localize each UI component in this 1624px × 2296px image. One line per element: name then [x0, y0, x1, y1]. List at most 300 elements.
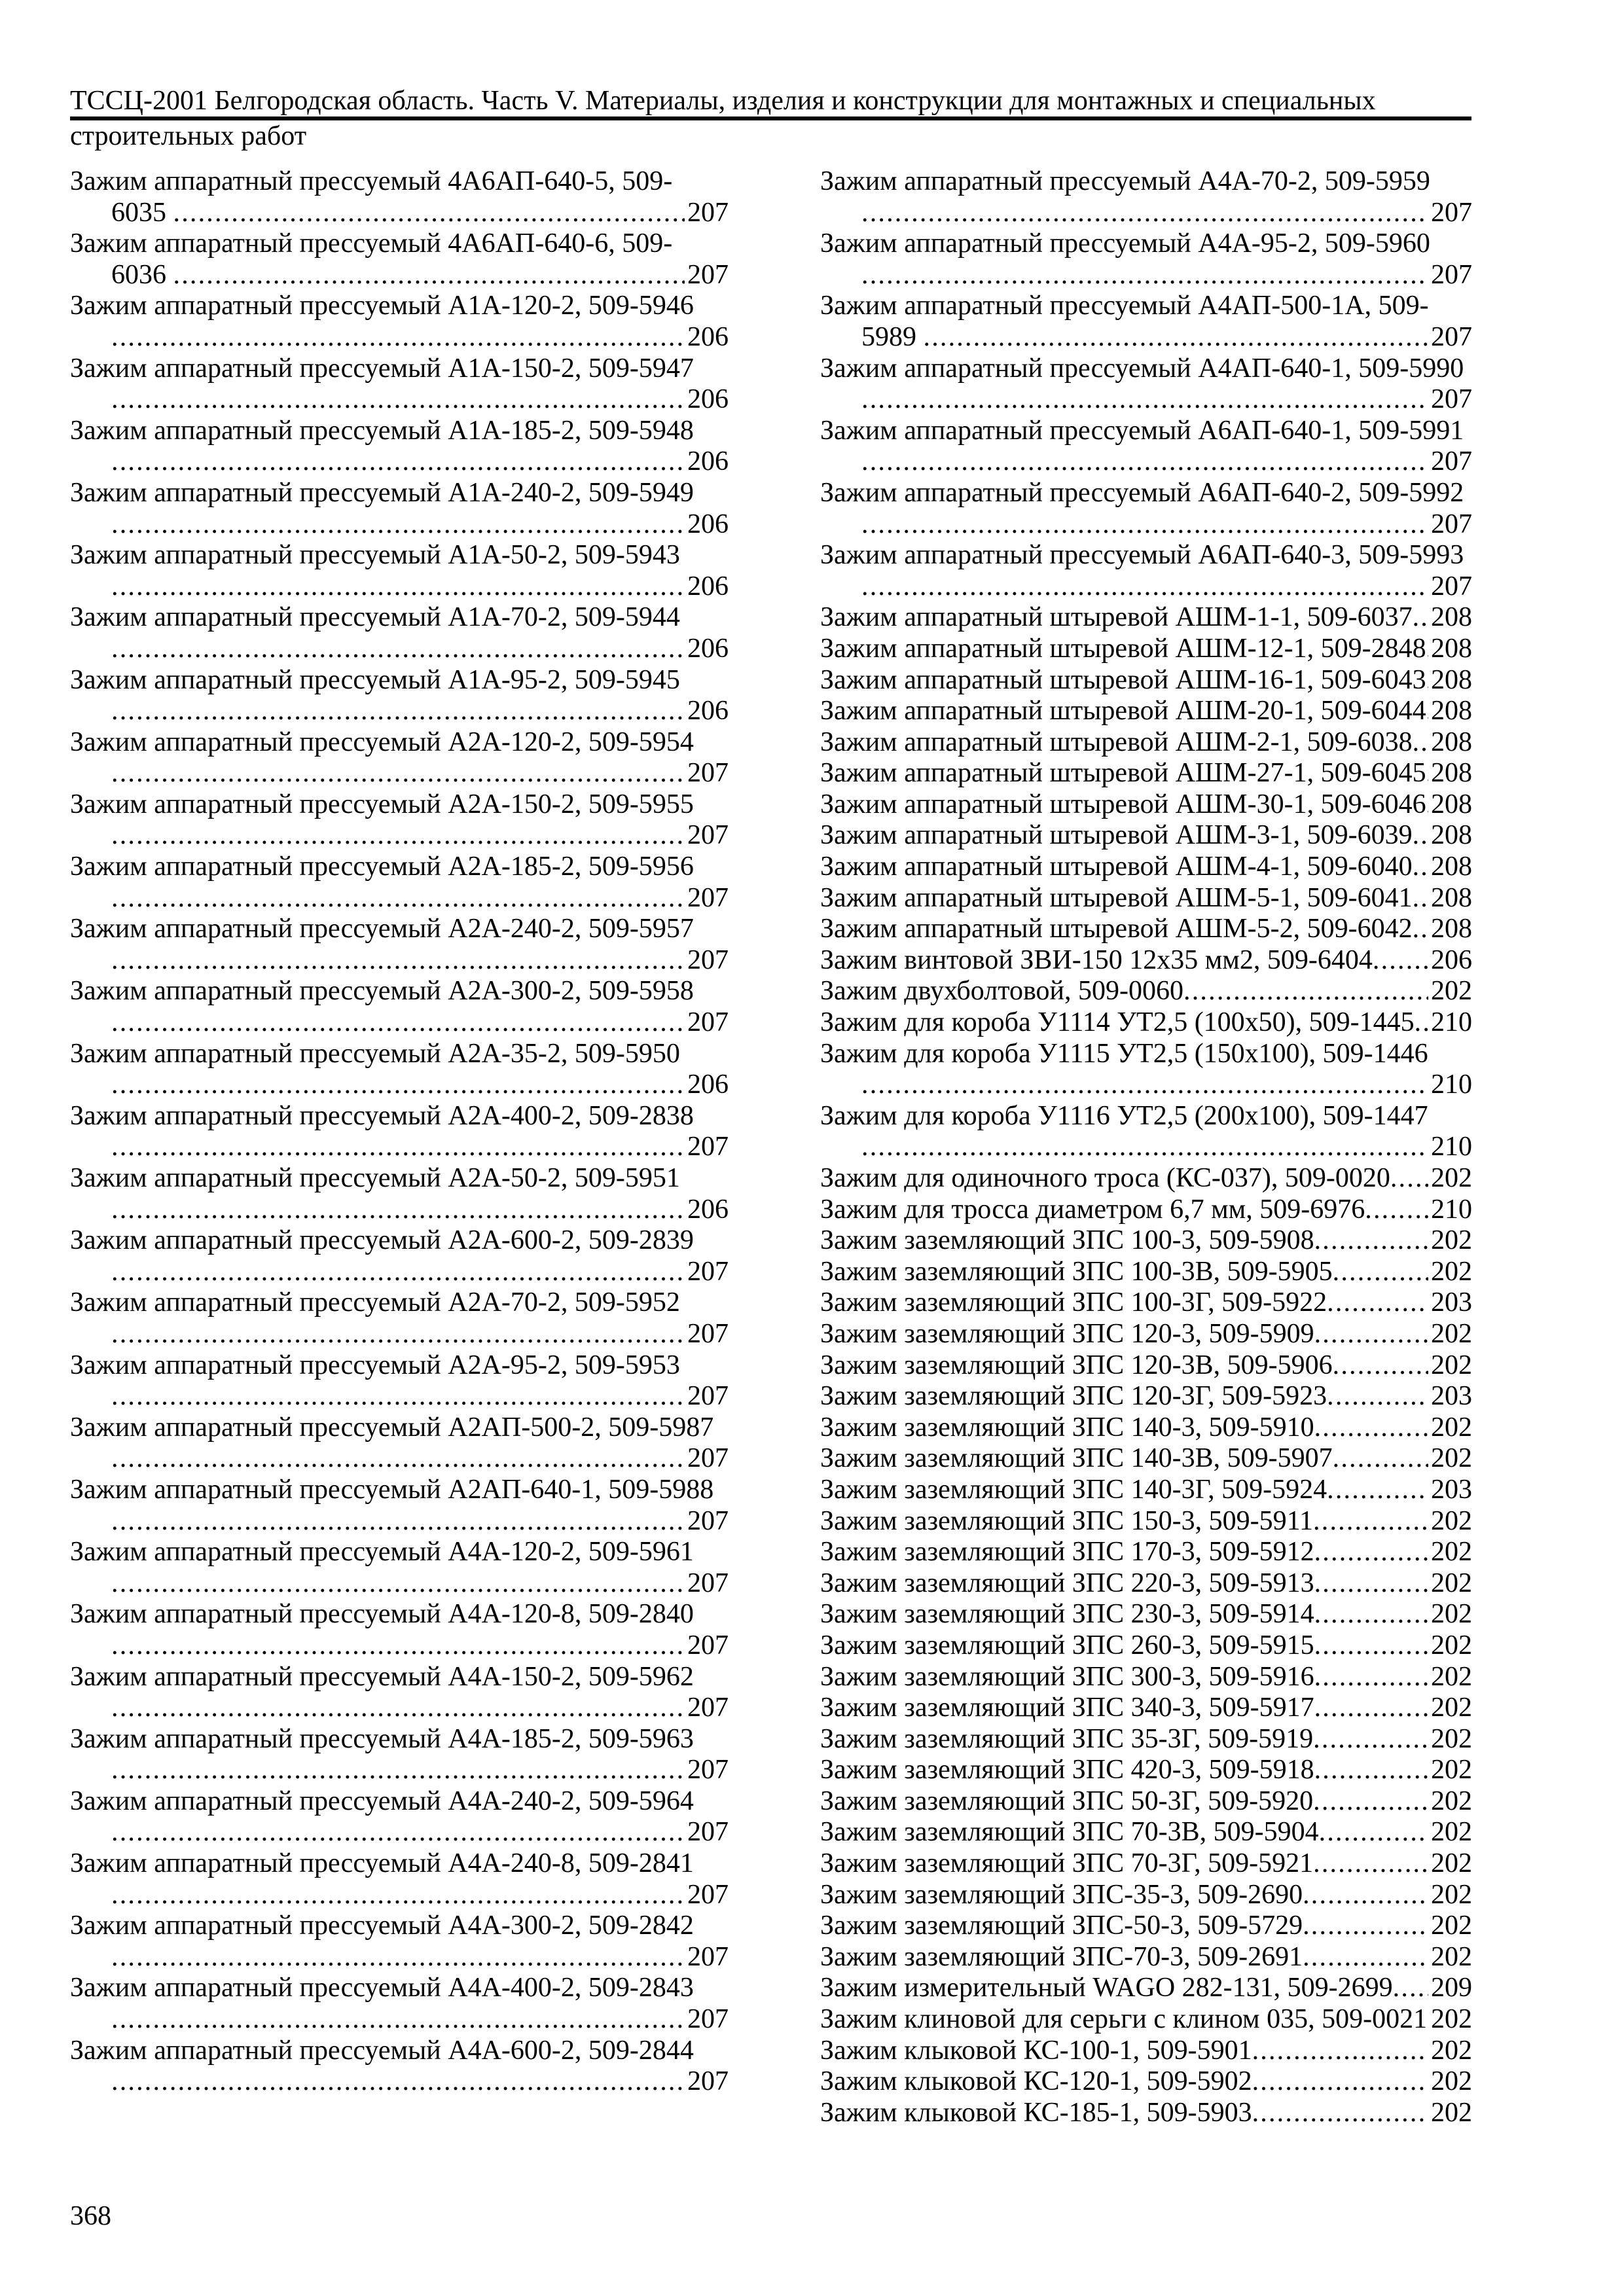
toc-entry-line [820, 1724, 1472, 1755]
toc-page-number: 202 [1431, 1879, 1472, 1910]
toc-entry [820, 1039, 1472, 1101]
toc-page-number: 202 [1431, 1225, 1472, 1256]
toc-page-number: 207 [687, 1630, 729, 1660]
toc-entry [820, 1630, 1472, 1662]
toc-entry-text: Зажим аппаратный прессуемый А2АП-640-1, 509-5988 [70, 1474, 714, 1505]
toc-entry [70, 353, 729, 416]
toc-entry-continuation-line [820, 1069, 1472, 1101]
toc-entry-line [820, 1225, 1472, 1257]
toc-entry [820, 478, 1472, 540]
toc-entry-text: Зажим аппаратный прессуемый А4А-400-2, 509-2843 [70, 1973, 694, 2003]
toc-entry-text: Зажим аппаратный прессуемый А2А-120-2, 509-5954 [70, 726, 694, 757]
toc-entry-continuation-line [820, 1132, 1472, 1163]
toc-page-number: 208 [1431, 852, 1472, 882]
dot-leader [861, 509, 1428, 541]
dot-leader [111, 696, 685, 727]
toc-page-number: 202 [1431, 1443, 1472, 1474]
dot-leader [1333, 1257, 1428, 1288]
toc-entry [70, 1662, 729, 1724]
toc-entry [70, 1599, 729, 1661]
toc-page-number: 202 [1431, 976, 1472, 1007]
toc-entry-text: Зажим для тросса диаметром 6,7 мм, 509-6976 [820, 1194, 1365, 1225]
toc-entry-continuation-line [820, 384, 1472, 416]
toc-entry [820, 945, 1472, 977]
toc-entry-text: Зажим аппаратный прессуемый А4А-120-2, 509-5961 [70, 1537, 694, 1568]
dot-leader [111, 1630, 685, 1662]
toc-entry-line [820, 634, 1472, 665]
toc-entry-line [820, 2004, 1472, 2036]
toc-entry-line [820, 166, 1472, 198]
toc-entry [820, 1817, 1472, 1848]
toc-entry-line [820, 1194, 1472, 1226]
dot-leader [1327, 1381, 1428, 1412]
toc-entry-continuation-line [820, 322, 1472, 353]
toc-entry [820, 1880, 1472, 1911]
toc-entry-text: Зажим заземляющий ЗПС 140-3В, 509-5907 [820, 1443, 1333, 1474]
toc-entry-line [820, 1662, 1472, 1693]
toc-page-number: 202 [1431, 1256, 1472, 1287]
toc-entry-line [820, 727, 1472, 759]
toc-page-number: 206 [687, 633, 729, 664]
toc-entry [820, 1599, 1472, 1630]
toc-entry [820, 1973, 1472, 2004]
toc-entry-continuation-line [70, 758, 729, 789]
toc-page-number: 208 [1431, 882, 1472, 913]
toc-entry-continuation-line [70, 883, 729, 914]
toc-entry [820, 1350, 1472, 1382]
dot-leader [1427, 2004, 1428, 2036]
toc-entry-text: Зажим аппаратный прессуемый А1А-120-2, 509-5946 [70, 291, 694, 321]
toc-entry-text: Зажим заземляющий ЗПС 220-3, 509-5913 [820, 1568, 1314, 1598]
toc-page-number: 208 [1431, 789, 1472, 819]
toc-entry-text: Зажим аппаратный прессуемый А2А-95-2, 509-5953 [70, 1350, 680, 1380]
dot-leader [1413, 852, 1428, 883]
toc-entry [820, 1662, 1472, 1693]
dot-leader [1314, 1755, 1428, 1786]
toc-entry-text: Зажим двухболтовой, 509-0060 [820, 976, 1184, 1007]
toc-entry-text: Зажим заземляющий ЗПС 100-3Г, 509-5922 [820, 1287, 1327, 1318]
toc-entry [820, 1412, 1472, 1444]
dot-leader [111, 509, 685, 541]
toc-page-number: 207 [687, 1256, 729, 1287]
toc-page-number: 203 [1431, 1474, 1472, 1505]
dot-leader [111, 634, 685, 665]
dot-leader [861, 1132, 1428, 1163]
dot-leader [111, 1132, 685, 1163]
toc-entry-text: Зажим заземляющий ЗПС 150-3, 509-5911 [820, 1505, 1314, 1536]
toc-entry [820, 540, 1472, 602]
toc-entry-continuation-line [70, 1319, 729, 1350]
toc-page-number: 207 [1431, 259, 1472, 290]
toc-entry-line [820, 1786, 1472, 1818]
dot-leader [111, 1257, 685, 1288]
toc-entry [820, 1381, 1472, 1412]
toc-entry-text: Зажим аппаратный прессуемый А2А-70-2, 509-5952 [70, 1287, 680, 1318]
toc-entry-text: Зажим аппаратный прессуемый А2А-400-2, 509-2838 [70, 1100, 694, 1131]
dot-leader [861, 571, 1428, 603]
toc-entry-text: Зажим аппаратный прессуемый А6АП-640-1, 509-5991 [820, 415, 1464, 446]
toc-entry-text: Зажим заземляющий ЗПС 170-3, 509-5912 [820, 1537, 1314, 1568]
toc-page-number: 209 [1431, 1973, 1472, 2003]
toc-entry-text: Зажим аппаратный прессуемый А4А-240-8, 509-2841 [70, 1848, 694, 1879]
toc-entry-line [820, 1755, 1472, 1786]
toc-page-number: 208 [1431, 914, 1472, 944]
toc-page-number: 207 [687, 1879, 729, 1910]
toc-entry-continuation-line [70, 1630, 729, 1662]
dot-leader [1314, 1662, 1428, 1693]
toc-entry-text: Зажим заземляющий ЗПС 140-3Г, 509-5924 [820, 1474, 1327, 1505]
toc-entry-line [70, 1101, 729, 1132]
toc-entry [820, 634, 1472, 665]
toc-entry [820, 228, 1472, 291]
toc-entry-line [70, 1039, 729, 1070]
toc-entry-continuation-line [820, 260, 1472, 291]
toc-entry-continuation-line [70, 198, 729, 229]
toc-entry-text: Зажим измерительный WAGO 282-131, 509-2699 [820, 1973, 1393, 2003]
toc-entry [820, 976, 1472, 1007]
toc-page-number: 207 [687, 259, 729, 290]
dot-leader [861, 198, 1428, 229]
dot-leader [111, 1194, 685, 1226]
toc-entry [70, 416, 729, 478]
toc-entry-text: Зажим аппаратный прессуемый А4А-600-2, 509-2844 [70, 2035, 694, 2066]
dot-leader [1415, 1007, 1428, 1039]
toc-entry-wrap-text: 6035 [111, 197, 173, 228]
toc-entry-continuation-line [70, 1880, 729, 1911]
toc-entry [70, 1412, 729, 1475]
toc-entry [820, 2004, 1472, 2036]
toc-entry-continuation-line [70, 1257, 729, 1288]
toc-entry-text: Зажим заземляющий ЗПС 70-3Г, 509-5921 [820, 1848, 1314, 1879]
toc-entry [820, 1537, 1472, 1568]
toc-entry-text: Зажим заземляющий ЗПС 100-3, 509-5908 [820, 1225, 1314, 1256]
dot-leader [861, 260, 1428, 291]
toc-entry-line [820, 1163, 1472, 1194]
toc-entry-continuation-line [820, 198, 1472, 229]
toc-page-number: 206 [687, 696, 729, 726]
toc-page-number: 207 [687, 1817, 729, 1848]
dot-leader [1426, 758, 1428, 789]
toc-entry-line [70, 1412, 729, 1444]
dot-leader [1314, 1693, 1428, 1724]
toc-entry-text: Зажим заземляющий ЗПС-70-3, 509-2691 [820, 1941, 1303, 1972]
dot-leader [1373, 945, 1428, 977]
page-header [70, 85, 1471, 152]
toc-entry-line [820, 1537, 1472, 1568]
toc-entry-line [820, 1287, 1472, 1319]
dot-leader [111, 758, 685, 789]
dot-leader [111, 1817, 685, 1848]
dot-leader [1303, 1942, 1428, 1973]
toc-entry-text: Зажим аппаратный прессуемый А1А-150-2, 509-5947 [70, 353, 694, 384]
toc-entry-line [70, 602, 729, 634]
toc-entry-continuation-line [70, 2004, 729, 2036]
toc-entry-line [820, 2066, 1472, 2098]
toc-entry-continuation-line [70, 260, 729, 291]
dot-leader [111, 1693, 685, 1724]
toc-page-number: 207 [687, 1132, 729, 1162]
toc-entry-line [820, 945, 1472, 977]
toc-entry-continuation-line [70, 1132, 729, 1163]
toc-entry [70, 166, 729, 228]
dot-leader [1426, 665, 1428, 696]
toc-entry-text: Зажим аппаратный штыревой АШМ-16-1, 509-6043 [820, 664, 1426, 695]
toc-page-number: 206 [687, 571, 729, 601]
toc-page-number: 202 [1431, 1568, 1472, 1598]
toc-entry [820, 914, 1472, 945]
toc-page-number: 202 [1431, 1599, 1472, 1630]
toc-entry [820, 1225, 1472, 1257]
toc-page-number: 202 [1431, 1163, 1472, 1193]
toc-entry [70, 1101, 729, 1163]
toc-entry-text: Зажим аппаратный прессуемый А4А-185-2, 509-5963 [70, 1723, 694, 1754]
toc-entry [70, 727, 729, 789]
dot-leader [111, 322, 685, 353]
toc-page-number: 203 [1431, 1381, 1472, 1412]
dot-leader [111, 1069, 685, 1101]
toc-entry-text: Зажим аппаратный штыревой АШМ-27-1, 509-6045 [820, 758, 1426, 789]
toc-entry-text: Зажим аппаратный прессуемый А2А-600-2, 509-2839 [70, 1225, 694, 1256]
toc-entry [820, 1506, 1472, 1537]
toc-entry-text: Зажим аппаратный прессуемый А1А-185-2, 509-5948 [70, 415, 694, 446]
toc-entry-line [70, 789, 729, 821]
toc-page-number: 202 [1431, 1537, 1472, 1568]
dot-leader [861, 1069, 1428, 1101]
toc-entry [820, 166, 1472, 228]
toc-entry [820, 2036, 1472, 2067]
toc-entry-text: Зажим аппаратный штыревой АШМ-4-1, 509-6040 [820, 852, 1413, 882]
toc-entry-continuation-line [820, 446, 1472, 478]
toc-entry-continuation-line [70, 1693, 729, 1724]
toc-page-number: 208 [1431, 633, 1472, 664]
toc-entry-line [820, 914, 1472, 945]
dot-leader [111, 2066, 685, 2098]
toc-entry-text: Зажим заземляющий ЗПС 260-3, 509-5915 [820, 1630, 1314, 1660]
toc-page-number: 202 [1431, 1910, 1472, 1941]
toc-entry-line [820, 1007, 1472, 1039]
toc-page-number: 202 [1431, 1848, 1472, 1879]
toc-page-number: 203 [1431, 1287, 1472, 1318]
index-column-right [820, 166, 1472, 2128]
toc-entry [820, 727, 1472, 759]
dot-leader [173, 198, 685, 229]
toc-entry-line [70, 416, 729, 447]
dot-leader [111, 1007, 685, 1039]
toc-entry-text: Зажим аппаратный прессуемый А2А-50-2, 509-5951 [70, 1163, 680, 1193]
toc-entry-line [70, 1724, 729, 1755]
dot-leader [1314, 1319, 1428, 1350]
toc-entry-line [820, 1910, 1472, 1942]
toc-entry-line [820, 228, 1472, 260]
toc-page-number: 207 [687, 2004, 729, 2035]
toc-entry-line [820, 1848, 1472, 1880]
toc-entry-text: Зажим клыковой КС-120-1, 509-5902 [820, 2066, 1252, 2097]
toc-entry-text: Зажим аппаратный прессуемый А4А-300-2, 509-2842 [70, 1910, 694, 1941]
toc-page-number: 202 [1431, 1412, 1472, 1443]
toc-page-number: 206 [1431, 944, 1472, 975]
toc-entry [820, 1319, 1472, 1350]
toc-page-number: 210 [1431, 1069, 1472, 1100]
index-columns [70, 166, 1472, 2128]
toc-page-number: 207 [687, 197, 729, 228]
toc-page-number: 207 [687, 1318, 729, 1349]
toc-entry-text: Зажим аппаратный штыревой АШМ-3-1, 509-6039 [820, 820, 1413, 851]
toc-page-number: 208 [1431, 696, 1472, 726]
toc-entry-line [70, 540, 729, 571]
toc-page-number: 202 [1431, 1941, 1472, 1972]
toc-entry-text: Зажим аппаратный прессуемый А2А-35-2, 509-5950 [70, 1038, 680, 1069]
dot-leader [111, 945, 685, 977]
toc-entry [820, 1910, 1472, 1942]
toc-entry [70, 789, 729, 852]
toc-entry-line [820, 1599, 1472, 1630]
toc-entry [820, 758, 1472, 789]
toc-entry [70, 1848, 729, 1910]
toc-entry-line [70, 727, 729, 759]
toc-entry-line [820, 1817, 1472, 1848]
toc-entry-continuation-line [70, 1568, 729, 1600]
dot-leader [111, 384, 685, 416]
toc-entry-text: Зажим клыковой КС-185-1, 509-5903 [820, 2097, 1252, 2128]
dot-leader [1327, 1475, 1428, 1506]
toc-entry-continuation-line [70, 322, 729, 353]
toc-entry-text: Зажим аппаратный прессуемый 4А6АП-640-5, 509- [70, 166, 673, 196]
dot-leader [1393, 1973, 1428, 2004]
dot-leader [1319, 1817, 1428, 1848]
toc-entry-text: Зажим аппаратный прессуемый А1А-240-2, 509-5949 [70, 477, 694, 508]
toc-entry-line [820, 1412, 1472, 1444]
toc-entry [820, 2098, 1472, 2129]
page-number: 368 [70, 2201, 111, 2231]
toc-entry-line [70, 1350, 729, 1382]
toc-entry-text: Зажим аппаратный прессуемый А6АП-640-3, 509-5993 [820, 540, 1464, 571]
toc-page-number: 208 [1431, 602, 1472, 633]
toc-entry [820, 291, 1472, 353]
toc-entry-continuation-line [70, 1817, 729, 1848]
dot-leader [1303, 1880, 1428, 1911]
toc-entry-line [820, 1039, 1472, 1070]
toc-entry-text: Зажим для короба У1116 УТ2,5 (200х100), 509-1447 [820, 1100, 1428, 1131]
toc-entry-line [70, 1973, 729, 2004]
toc-entry [70, 1724, 729, 1786]
dot-leader [1365, 1194, 1428, 1226]
toc-entry [70, 1973, 729, 2035]
toc-entry [820, 1786, 1472, 1818]
toc-entry-line [820, 478, 1472, 509]
toc-page-number: 207 [687, 1755, 729, 1785]
toc-entry-text: Зажим аппаратный прессуемый А6АП-640-2, 509-5992 [820, 477, 1464, 508]
toc-entry-line [820, 883, 1472, 914]
dot-leader [1314, 1568, 1428, 1600]
toc-entry-text: Зажим для одиночного троса (КС-037), 509-0020 [820, 1163, 1390, 1193]
toc-page-number: 202 [1431, 1693, 1472, 1723]
dot-leader [1252, 2098, 1428, 2129]
toc-entry-text: Зажим аппаратный прессуемый 4А6АП-640-6, 509- [70, 228, 673, 259]
toc-entry [820, 1007, 1472, 1039]
dot-leader [1313, 1786, 1428, 1818]
toc-entry [820, 789, 1472, 821]
toc-entry-line [70, 1163, 729, 1194]
header-title-line1: ТССЦ-2001 Белгородская область. Часть V. Материалы, изделия и конструкции для монтажных и специальных [70, 86, 1376, 116]
toc-page-number: 207 [1431, 509, 1472, 539]
toc-entry-line [70, 976, 729, 1007]
dot-leader [1314, 1630, 1428, 1662]
toc-entry [70, 2036, 729, 2098]
toc-entry-continuation-line [70, 446, 729, 478]
toc-page-number: 207 [1431, 446, 1472, 477]
dot-leader [1252, 2066, 1428, 2098]
toc-entry-line [70, 478, 729, 509]
toc-entry-line [820, 665, 1472, 696]
toc-entry-continuation-line [70, 1942, 729, 1973]
toc-page-number: 202 [1431, 1755, 1472, 1785]
dot-leader [1390, 1163, 1428, 1194]
toc-entry-text: Зажим аппаратный прессуемый А1А-70-2, 509-5944 [70, 602, 680, 633]
dot-leader [1314, 1537, 1428, 1568]
dot-leader [1413, 602, 1428, 634]
toc-entry-text: Зажим аппаратный прессуемый А4А-95-2, 509-5960 [820, 228, 1430, 259]
toc-entry-continuation-line [70, 384, 729, 416]
toc-entry-text: Зажим аппаратный прессуемый А2А-185-2, 509-5956 [70, 852, 694, 882]
toc-entry [820, 1568, 1472, 1600]
toc-entry-line [820, 1568, 1472, 1600]
toc-page-number: 202 [1431, 1723, 1472, 1754]
toc-entry-line [820, 1880, 1472, 1911]
toc-entry-line [70, 1287, 729, 1319]
dot-leader [1426, 634, 1428, 665]
dot-leader [111, 446, 685, 478]
toc-entry [70, 540, 729, 602]
toc-page-number: 206 [687, 509, 729, 539]
toc-entry-continuation-line [70, 945, 729, 977]
toc-entry-text: Зажим аппаратный прессуемый А4АП-640-1, 509-5990 [820, 353, 1464, 384]
toc-entry-text: Зажим заземляющий ЗПС 340-3, 509-5917 [820, 1693, 1314, 1723]
toc-entry [70, 602, 729, 664]
toc-entry [70, 1163, 729, 1225]
toc-entry-continuation-line [70, 2066, 729, 2098]
toc-entry-line [820, 2098, 1472, 2129]
toc-entry [70, 291, 729, 353]
toc-entry-text: Зажим для короба У1114 УТ2,5 (100х50), 509-1445 [820, 1007, 1415, 1038]
toc-entry-line [820, 540, 1472, 571]
toc-entry-text: Зажим аппаратный прессуемый А4А-70-2, 509-5959 [820, 166, 1430, 196]
toc-entry-text: Зажим аппаратный прессуемый А4А-120-8, 509-2840 [70, 1599, 694, 1630]
toc-page-number: 202 [1431, 2004, 1472, 2035]
toc-page-number: 206 [687, 384, 729, 415]
toc-entry [820, 353, 1472, 416]
dot-leader [1314, 1225, 1428, 1257]
toc-page-number: 202 [1431, 1785, 1472, 1816]
toc-entry-continuation-line [70, 509, 729, 541]
toc-entry [820, 1724, 1472, 1755]
toc-page-number: 202 [1431, 1505, 1472, 1536]
toc-entry-line [820, 1693, 1472, 1724]
toc-entry-text: Зажим аппаратный прессуемый А1А-50-2, 509-5943 [70, 540, 680, 571]
toc-entry-line [820, 820, 1472, 852]
dot-leader [111, 820, 685, 852]
toc-page-number: 206 [687, 1069, 729, 1100]
toc-entry-line [820, 1506, 1472, 1537]
toc-page-number: 208 [1431, 758, 1472, 789]
toc-entry-line [820, 602, 1472, 634]
toc-entry-line [820, 416, 1472, 447]
toc-entry-line [820, 1350, 1472, 1382]
toc-entry-continuation-line [70, 571, 729, 603]
toc-page-number: 202 [1431, 1817, 1472, 1848]
toc-entry-line [70, 1537, 729, 1568]
toc-entry [820, 1693, 1472, 1724]
toc-entry [820, 1942, 1472, 1973]
